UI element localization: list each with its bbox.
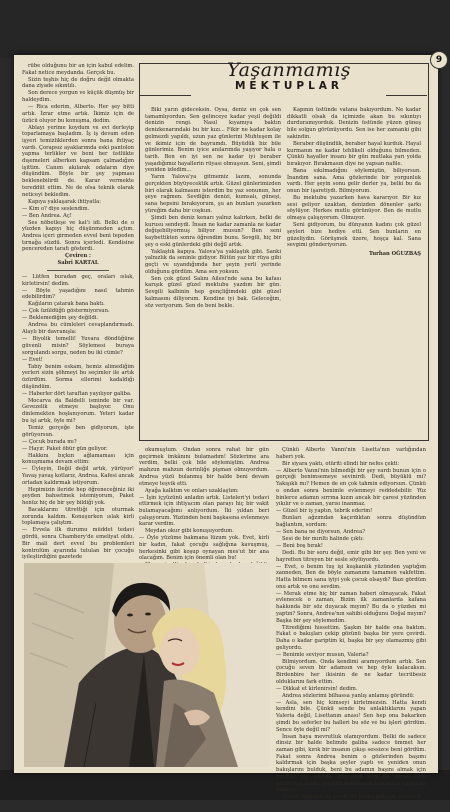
body-paragraph: Biki yarın gideceksin. Oysa, deniz en çok sen tamamlıyordun. Sen gelinceye kadar yeşil değildi denizin rengi. Nasıl kıyamıya baktın denizkenarındaki bu bir kızı... Fikir ne kadar kolay gelmezdi yapıldı, uzun yaz günlerini Muhteşem ile ve ikimiz için de bayramdı. Büyüdük biz bile günlerimiz. Benim iyice anılarımda yaşıyor hala o tarih. Ben en iyi sen ne kadar iyi beraber yaşadığımız hayallerin rüyası olmuşsun. Seni, şimdi yeniden izledim...: [145, 107, 281, 174]
right-column: [276, 447, 426, 811]
body-paragraph: Titrediğimi hissettim. Şaşkın bir halde ona baktım. Fakat o bakışları çekip gözünü başka bir yere çevirdi. Daha o kadar gariptim ki, başka bir şey olamazmış gibi geliyordu.: [276, 624, 426, 651]
page-number: 9: [430, 51, 448, 69]
author-name: Turhan OĞUZBAŞ: [368, 250, 421, 257]
body-paragraph: Meydan okur gibi konuşuyordum.: [145, 528, 234, 535]
body-paragraph: Bilmiyordum. Onda kendimi aramıyordum artık. Sen çocuğu seven bir adamsın ve hep öyle kalacaksın. Birdenbire her ikisinin de ne kadar tecrübesiz olduklarını fark ettim.: [276, 658, 426, 685]
body-paragraph: Kapının üstünde vatana bakıyordum. Ne kadar dikkatli olsak da içimizde akan bu sıkıntıyı durduramıyorduk. Denizin üstünde yüzen güneş bile solgun görünüyordu. Sen ise her zamanki gibi sakindin.: [287, 107, 421, 140]
body-paragraph: Tabiy benim eskam, hemiz alimediğim yerleri sizin şöhmeyi bu seçimler ile artık özürdüm. Sorma ellerimi kadaldığı düşündüm.: [22, 363, 134, 390]
dialogue-paragraph: — Merak etme hiç bir zaman haberi olmayacak. Fakat evlenecek o zaman, Bizim ilk zamanlarda kafana hakkında bir söz duyacak mıyım? Bu da o yüzden mi yaptın? Sonra, Andrea'nın sahibi olduğunu Doğal mıyım? Başka bir şey söylemedim.: [276, 590, 426, 624]
body-paragraph: Seni gidiyorum, bu dünyanın kadını çok güzel şeyleri bize hediye etti. Sen bunların en güzeliydin. Görüşmek üzere, hoşça kal. Sana sevgimi gönderiyorum.: [287, 222, 421, 249]
dialogue-paragraph: — Kim o? diye seslendim.: [22, 205, 90, 212]
dialogue-paragraph: — Çocuk burada mı?: [22, 438, 77, 445]
body-paragraph: Kağıların çatarak bana baktı.: [28, 301, 105, 308]
dialogue-paragraph: — Beni boş bırak!: [276, 542, 323, 549]
couple-illustration: [24, 563, 270, 767]
body-paragraph: Andrea bu cümleleri cevaplandırmadı. Alaylı bir davranışla:: [22, 322, 134, 336]
body-paragraph: Hakkını bıçkın ağlamaması için konuşmama devam ettim:: [22, 452, 134, 466]
body-paragraph: Bir siyara yaktı, otüriti elindi bir nefes çekti:: [282, 460, 400, 467]
dialogue-paragraph: — Benimle seviyor musun, Valeria?: [276, 651, 369, 658]
letter-column-1: [145, 107, 281, 433]
body-paragraph: okumuştum. Ondan sonra rahat bir gün geçirmek imkânını bulamadım! Sözlerime ara verdim, belki çok bile söylemiştim. Andrea mahzun mahzun derinliğe pişman olmuyordum. Andrea yüzü bulanmış bir halde beni devam etmeye teşvik etti.: [139, 447, 269, 487]
body-paragraph: Bacaklarını titrettiği için oturmak zorunda kaldım. Konuşurken ıslak kirli toplamaya çalıştım.: [22, 507, 134, 527]
middle-column: [139, 447, 269, 562]
body-paragraph: Dedi. Bu bir soru değil, emir gibi bir şey. Ben yeni ve hayretten titreyen bir sesle söylüyordu.: [276, 549, 426, 563]
body-paragraph: Şimdi ben deniz kenarı yalnız kalırken, belki de kurusu sendeydi. İnsan ne kadar zamanla ne kadar değişebiliyormuş biliyor musun? Ben seni kaybettikten sonra öğrendim bunu. Sevgili, hiç bir şey o eski günlerdeki gibi değil artık.: [145, 214, 281, 248]
body-paragraph: Çünkü Alberto Vanni'nin Lisetta'nın varlığından haberi yok.: [276, 447, 426, 460]
body-paragraph: Beraber düşündük, beraber hayal kurduk. Hayal kurmanın ne kadar tehlikeli olduğunu bilmeden. Çünkü hayaller insanı bir gün mutlaka yarı yolda bırakıyor. Bırakmasın diye ne yapsan nafile.: [287, 140, 421, 167]
body-paragraph: rübe olduğunu bir an için kabul edelim. Fakat netice meydanda. Gerçek bu.: [22, 63, 134, 76]
background-top: [0, 0, 450, 58]
dialogue-paragraph: — Haberler dört taraftan yayılıyor galiba.: [22, 390, 132, 397]
translator-credit: Sabri KARTAL: [57, 260, 99, 267]
body-paragraph: Çünkü ölmeden bu yerde bir başka pek çok yaşları ü.: [282, 794, 423, 801]
header-rule-right: [386, 95, 427, 96]
dialogue-paragraph: — Evet, o benim tuş işi kuşkanlık yüzünden yaptığım zanneden, Ben de böyle zamanımı tamamen vakfettim. Hatta bilmem sana iyiyi yok çocuk olsaydı? Bazı gördüm onu artık ve onu sevdim.: [276, 563, 426, 590]
body-paragraph: Temiz gerçeğe ben gidiyorum, işte görüyorsun.: [22, 424, 134, 438]
body-paragraph: Son derece yorgun ve küçük düşmüş bir haldeydim.: [22, 90, 134, 104]
body-paragraph: Bana sıkılmadığını söylemiştin, biliyorsun. İnandım sana. Ama gözlerinde bir yorgunluk vardı. Her şeyin sonu gelir derler ya, belki bu da onun bir işaretiydi. Bilmiyorum.: [287, 167, 421, 195]
section-header: [189, 60, 389, 100]
header-rule-left: [139, 95, 191, 96]
dialogue-paragraph: — Öyle yüzüme bakmana lüzum yok. Evet, kirli bir kadın, fakat çocuğu sağlığına kavuşmuş, herkesinki gibi koşup oynayan mes'ut bir ana olacağım. Benim için önemli olan bu!: [139, 535, 269, 562]
body-paragraph: Ayağa kalktım ve onları uzaklaştım:: [145, 487, 239, 494]
dialogue-paragraph: — Evvela ilk durumu müddet tedavi gördü, sonra Chambery'de emeliyat oldu. Bir mali dert evvel bu problemleri kontrolüm ayarında tutulan bir çocuğu iyileştirdiğini gazetede: [22, 527, 134, 561]
dialogue-paragraph: — Çok üzüldüğü göstermiyorsun.: [22, 308, 110, 315]
dialogue-paragraph: — Asla, sen hiç kimseyi kirletmezsin. Hatta kendi kendini bile. Çünkü sende bu anlaktıklarını yapan Valeria değil, Lisettanın anası! Sen hep ona bakarken şimdi bu seferler bu halleri bu söz ve bu işleri gördüm. Sence öyle değil mi?: [276, 699, 426, 733]
body-paragraph: Sizin teşhis hiç de doğru değil olmakta dana ziyade sıkıntılı.: [22, 76, 134, 90]
header-label: MEKTUPLAR: [234, 80, 344, 92]
body-paragraph: Bu mektubu yazarken hava kararıyor. Bir kız sesi geliyor uzaktan, denizden dönenler şarkı söylüyor. Herkes mutlu görünüyor. Ben de mutlu olmaya çalışıyorum. Olmuyor.: [287, 195, 421, 222]
dialogue-paragraph: — Dikkat et kirlenirsin! dedim.: [276, 685, 358, 692]
body-paragraph: Hepimizin ileride hep öğreneceğiniz iki şeyden bahsetmek istemiyorum, Paket henüz hiç de bir şey bildiği yok.: [22, 486, 134, 507]
dialogue-paragraph: — Üyleyin, Değil değil artık, yürüyor! Yavaş yavaş kotlarız, Andrea. Kafesi ancak ortadan kaldırmak istiyorum.: [22, 466, 134, 486]
dialogue-paragraph: — Sen bana ne diyorsun, Andrea?: [276, 528, 365, 535]
dialogue-paragraph: — Güzel bir iş yaptın, tebrik ederim!: [276, 508, 373, 515]
dialogue-paragraph: — İşin içyüzünü anladın artık. Listeleri'yi tedavi ettirmek için ihtiyacım olan parayı hiç bir vakit bulamayacağımı anlıyordum. İki yıldan beri çalışıyorum. Yüzünden beni başkasına evlenmeye karar verdim.: [139, 494, 269, 528]
body-paragraph: Kapıya yaklaşarak ihtiyatla:: [28, 198, 102, 205]
dialogue-paragraph: — Evet!: [22, 356, 43, 363]
magazine-page: [14, 55, 438, 811]
body-paragraph: İnsan haya mevrutluk olamıyordum. Belki de sadece dinsiz bir halde belimde galiba sadece ümmet her zaman gibi, kırık bir insanın çıkışı sessizce beni gördüm. Fakat sonra Andrea benim o gözlerinden başımı kaldırmak için başka şeyler yaptı ve yeniden onun bakışlarını bulduk, beni bu adamın başını almak için mecbur bir şekilde ayrı ama hem de ancak beni görmeden başka şeylerle konuşacak bakımdan yapmaya yaklaştı.: [276, 733, 426, 794]
body-paragraph: Bunları ağzımdan kaçırdıktan sonra düşündüm bağlantım, sordum:: [276, 515, 426, 528]
body-paragraph: Yarın Yalova'ya gitmemiz lazım, sonunda gerçekten büyüyecektik artık. Güzel günlerimizden biri olarak kalmasını isterdim bu yaz sonunun, her şeye rağmen. Sevdiğin denizi, kumsalı, güneşi, sana hepsini bırakıyorum, şu an bunları yazarken yüreğim daha bir coşkun.: [145, 174, 281, 214]
dialogue-paragraph: — Lütfen buradan geç, oraları ıslak, kirletirsin! dedim.: [22, 274, 134, 287]
body-paragraph: Mocarva da Baldelli isminde bir var. Gevezelik etmeye başlıyor. Onu dinlemekten hoşlanıyorum. Yeteri kadar bu işi artık, öyle mi?: [22, 397, 134, 424]
body-paragraph: Andrea sözlerimi bilhassa yanlış anlamış göründü:: [282, 692, 415, 699]
body-paragraph: Sesi de bir mırıltı halinde çıktı:: [282, 535, 364, 542]
body-paragraph: Ses nöbetleşe ve kat'i idi. Belki de o yüzden kapıyı hiç düşünmeden açtım. Andrea içeri girmeden evvel beni tepeden tırnağa süzdü. Sonra içerledi. Kendisine pencereden tarafı gösterdi.: [22, 219, 134, 253]
header-script-title: Yaşanmamış: [227, 59, 351, 81]
translator-credit: Çeviren :: [65, 253, 91, 260]
body-paragraph: Sen çok güzel Salını Ailesi'nde sana bu kafası karışık güzel güzel mektubu yazdım bir gün. Sevgili kalbinin hep gençliğimdeki gibi güzel kalmasını diliyorum. Kendine iyi bak. Geleceğim, söz veriyorum. Sen de beni bekle.: [145, 275, 281, 309]
dialogue-paragraph: — Ben Andrea. Aç!: [22, 212, 72, 219]
story-end-mark: SON: [342, 804, 359, 811]
letter-column-2: [287, 107, 421, 433]
separator-rule: [47, 270, 109, 271]
dialogue-paragraph: — Biyolik temelli! Yuvara döndüğüne güvenli misin? Söylemesi buraya sorgulandı sorgu, neden bu iki cümle?: [22, 336, 134, 356]
dialogue-paragraph: — Böyle yaşadığını nasıl tahmin edebilirdim?: [22, 287, 134, 301]
body-paragraph: — Rica ederim, Alberto. Her şey bitti artık. İzrar etme artık. İkimiz için de üzücü oluyor bu konuşma, dedim.: [22, 104, 134, 124]
body-paragraph: Ablayı yerime koydum ve evi derleyip toparlamaya başladım. İş iş devam eden işyeri temizliklerden sonra bana ihtiyaç vardı. Çorapsız ayaklarımda eski pantolon yapma terlikler ve beni her üstlükte dışemeleri alberken kapsam çalmadığım işittim. Canım akılarak odaların diye düşündüm. Böyle bir şey yapması beklenebilirdi de. Karar vermekte tereddüt ettim. Ne de olsa teknik olarak neticeyi bekledim.: [22, 124, 134, 198]
left-column: [22, 63, 134, 561]
dialogue-paragraph: — Hayır. Paket öbür gün geliyor.: [22, 445, 108, 452]
dialogue-paragraph: — Alberto Vanni'nin bilmediği bir şey vardı bunun için o gerçeği benimsemeye sevinirdi. Dedi, büyüklü mi? Yakışıklı mı? Hemen de en çok tahmin ediyorsun. Çünkü o ondan sonra benimle evlenmeyi reddedebilir. Yüz binlerce adamın sırrına kızın ancak bir çaresi yüzünden yıkılır ve o zaman, yarısı inanmaz.: [276, 467, 426, 508]
body-paragraph: Yaklaştık kapıya. Yalova'ya yaklaştık gibi. Sanki yalnızlık da seninle gidiyor. Bütün yaz bir rüya gibi geçti ve uyandığımda her şeyin yerli yerinde olduğunu gördüm. Ama sen yoksun.: [145, 248, 281, 275]
dialogue-paragraph: — Beklemediğim şey değildi.: [22, 315, 99, 322]
